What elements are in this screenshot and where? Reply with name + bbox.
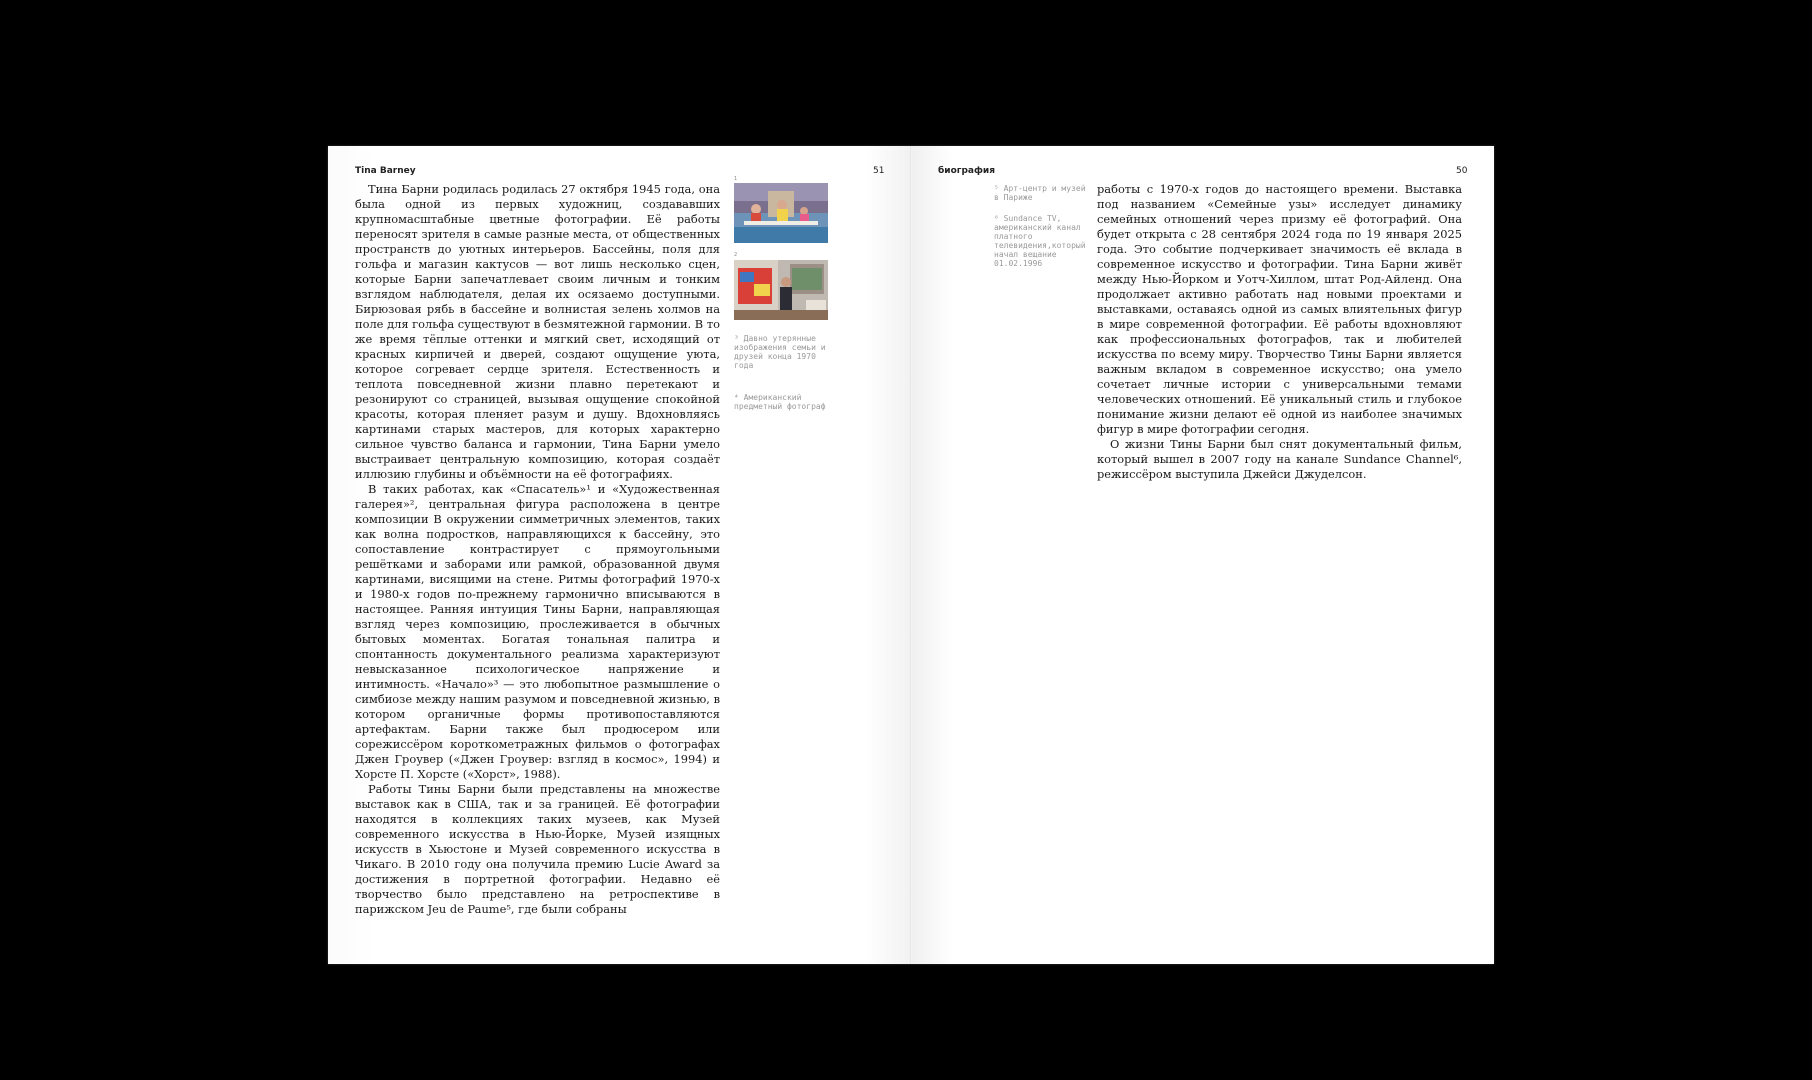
paragraph: Тина Барни родилась родилась 27 октября 1945 года, она была одной из первых художниц, создававших крупномасштабные цветные фотографии. Её работы переносят зрителя в самые разные места, от общественных пространств до уютных интерьеров. Бассейны, поля для гольфа и магазин кактусов — вот лишь несколько сцен, которые Барни запечатлевает своим личным и тонким взглядом наблюдателя, делая их осязаемо доступными. Бирюзовая рябь в бассейне и волнистая зелень холмов на поле для гольфа существуют в безмятежной гармонии. В то же время тёплые оттенки и мягкий свет, исходящий от красных кирпичей и дверей, создают ощущение уюта, которое согревает сердце зрителя. Естественность и теплота повседневной жизни плавно перетекают и резонируют со страницей, вызывая ощущение спокойной красоты, которая пленяет разум и душу. Вдохновляясь картинами старых мастеров, для которых характерно сильное чувство баланса и гармонии, Тина Барни умело выстраивает центральную композицию, которая создаёт иллюзию глубины и объёмности на её фотографиях. [355, 182, 720, 481]
paragraph: В таких работах, как «Спасатель»¹ и «Художественная галерея»², центральная фигура расположена в центре композиции В окружении симметричных элементов, таких как волна подростков, направляющихся к бассейну, это сопоставление контрастирует с прямоугольными решётками и заборами или рамкой, образованной двумя картинами, висящими на стене. Ритмы фотографий 1970-х и 1980-х годов по-прежнему гармонично вписываются в настоящее. Ранняя интуиция Тины Барни, направляющая взгляд через композицию, прослеживается в обычных бытовых моментах. Богатая тональная палитра и спонтанность документального реализма характеризуют невысказанное психологическое напряжение и интимность. «Начало»³ — это любопытное размышление о симбиозе между нашим разумом и повседневной жизнью, в котором органичные формы противопоставляются артефактам. Барни также был продюсером или сорежиссёром короткометражных фильмов о фотографах Джен Гроувер («Джен Гроувер: взгляд в космос», 1994) и Хорсте П. Хорсте («Хорст», 1988). [355, 482, 720, 781]
photo-pool-lifeguard [734, 183, 828, 243]
margin-note: ⁵ Арт-центр и музей в Париже [994, 184, 1086, 202]
paragraph: Работы Тины Барни были представлены на множестве выставок как в США, так и за границей. Её фотографии находятся в коллекциях таких музеев, как Музей современного искусства в Нью-Йорке, Музей изящных искусств в Хьюстоне и Музей современного искусства в Чикаго. В 2010 году она получила премию Lucie Award за достижения в портретной фотографии. Недавно её творчество было представлено на ретроспективе в парижском Jeu de Paume⁵, где были собраны [355, 782, 720, 916]
main-text-column [1097, 182, 1462, 481]
figure-number: 2 [734, 252, 738, 258]
left-page [328, 146, 912, 964]
margin-note: ³ Давно утерянные изображения семьи и друзей конца 1970 года [734, 334, 826, 370]
photo-art-gallery-image [734, 260, 828, 320]
running-head: биография [938, 166, 996, 176]
photo-pool-lifeguard-image [734, 183, 828, 243]
page-number: 51 [873, 166, 885, 176]
margin-note: ⁴ Американский предметный фотограф [734, 393, 826, 411]
paragraph: О жизни Тины Барни был снят документальный фильм, который вышел в 2007 году на канале Sundance Channel⁶, режиссёром выступила Джейси Джуделсон. [1097, 437, 1462, 481]
book-spread [328, 146, 1494, 964]
photo-art-gallery [734, 260, 828, 320]
right-page [912, 146, 1494, 964]
paragraph: работы с 1970-х годов до настоящего времени. Выставка под названием «Семейные узы» исследует динамику семейных отношений через призму её фотографий. Она будет открыта с 28 сентября 2024 года по 19 января 2025 года. Это событие подчеркивает значимость её вклада в современное искусство и фотографии. Тина Барни живёт между Нью-Йорком и Уотч-Хиллом, штат Род-Айленд. Она продолжает активно работать над новыми проектами и выставками, оставаясь одной из самых влиятельных фигур в мире современной фотографии. Её работы вдохновляют как профессиональных фотографов, так и любителей искусства по всему миру. Творчество Тины Барни является важным вкладом в современное искусство; она умело сочетает личные истории с универсальными темами человеческих отношений. Её уникальный стиль и глубокое понимание жизни делают её одной из наиболее значимых фигур в мире фотографии сегодня. [1097, 182, 1462, 436]
margin-note: ⁶ Sundance TV, американский канал платного телевидения,который начал вещание 01.02.1996 [994, 214, 1086, 268]
running-head: Tina Barney [355, 166, 416, 176]
figure-number: 1 [734, 176, 738, 182]
main-text-column [355, 182, 720, 916]
page-number: 50 [1456, 166, 1468, 176]
